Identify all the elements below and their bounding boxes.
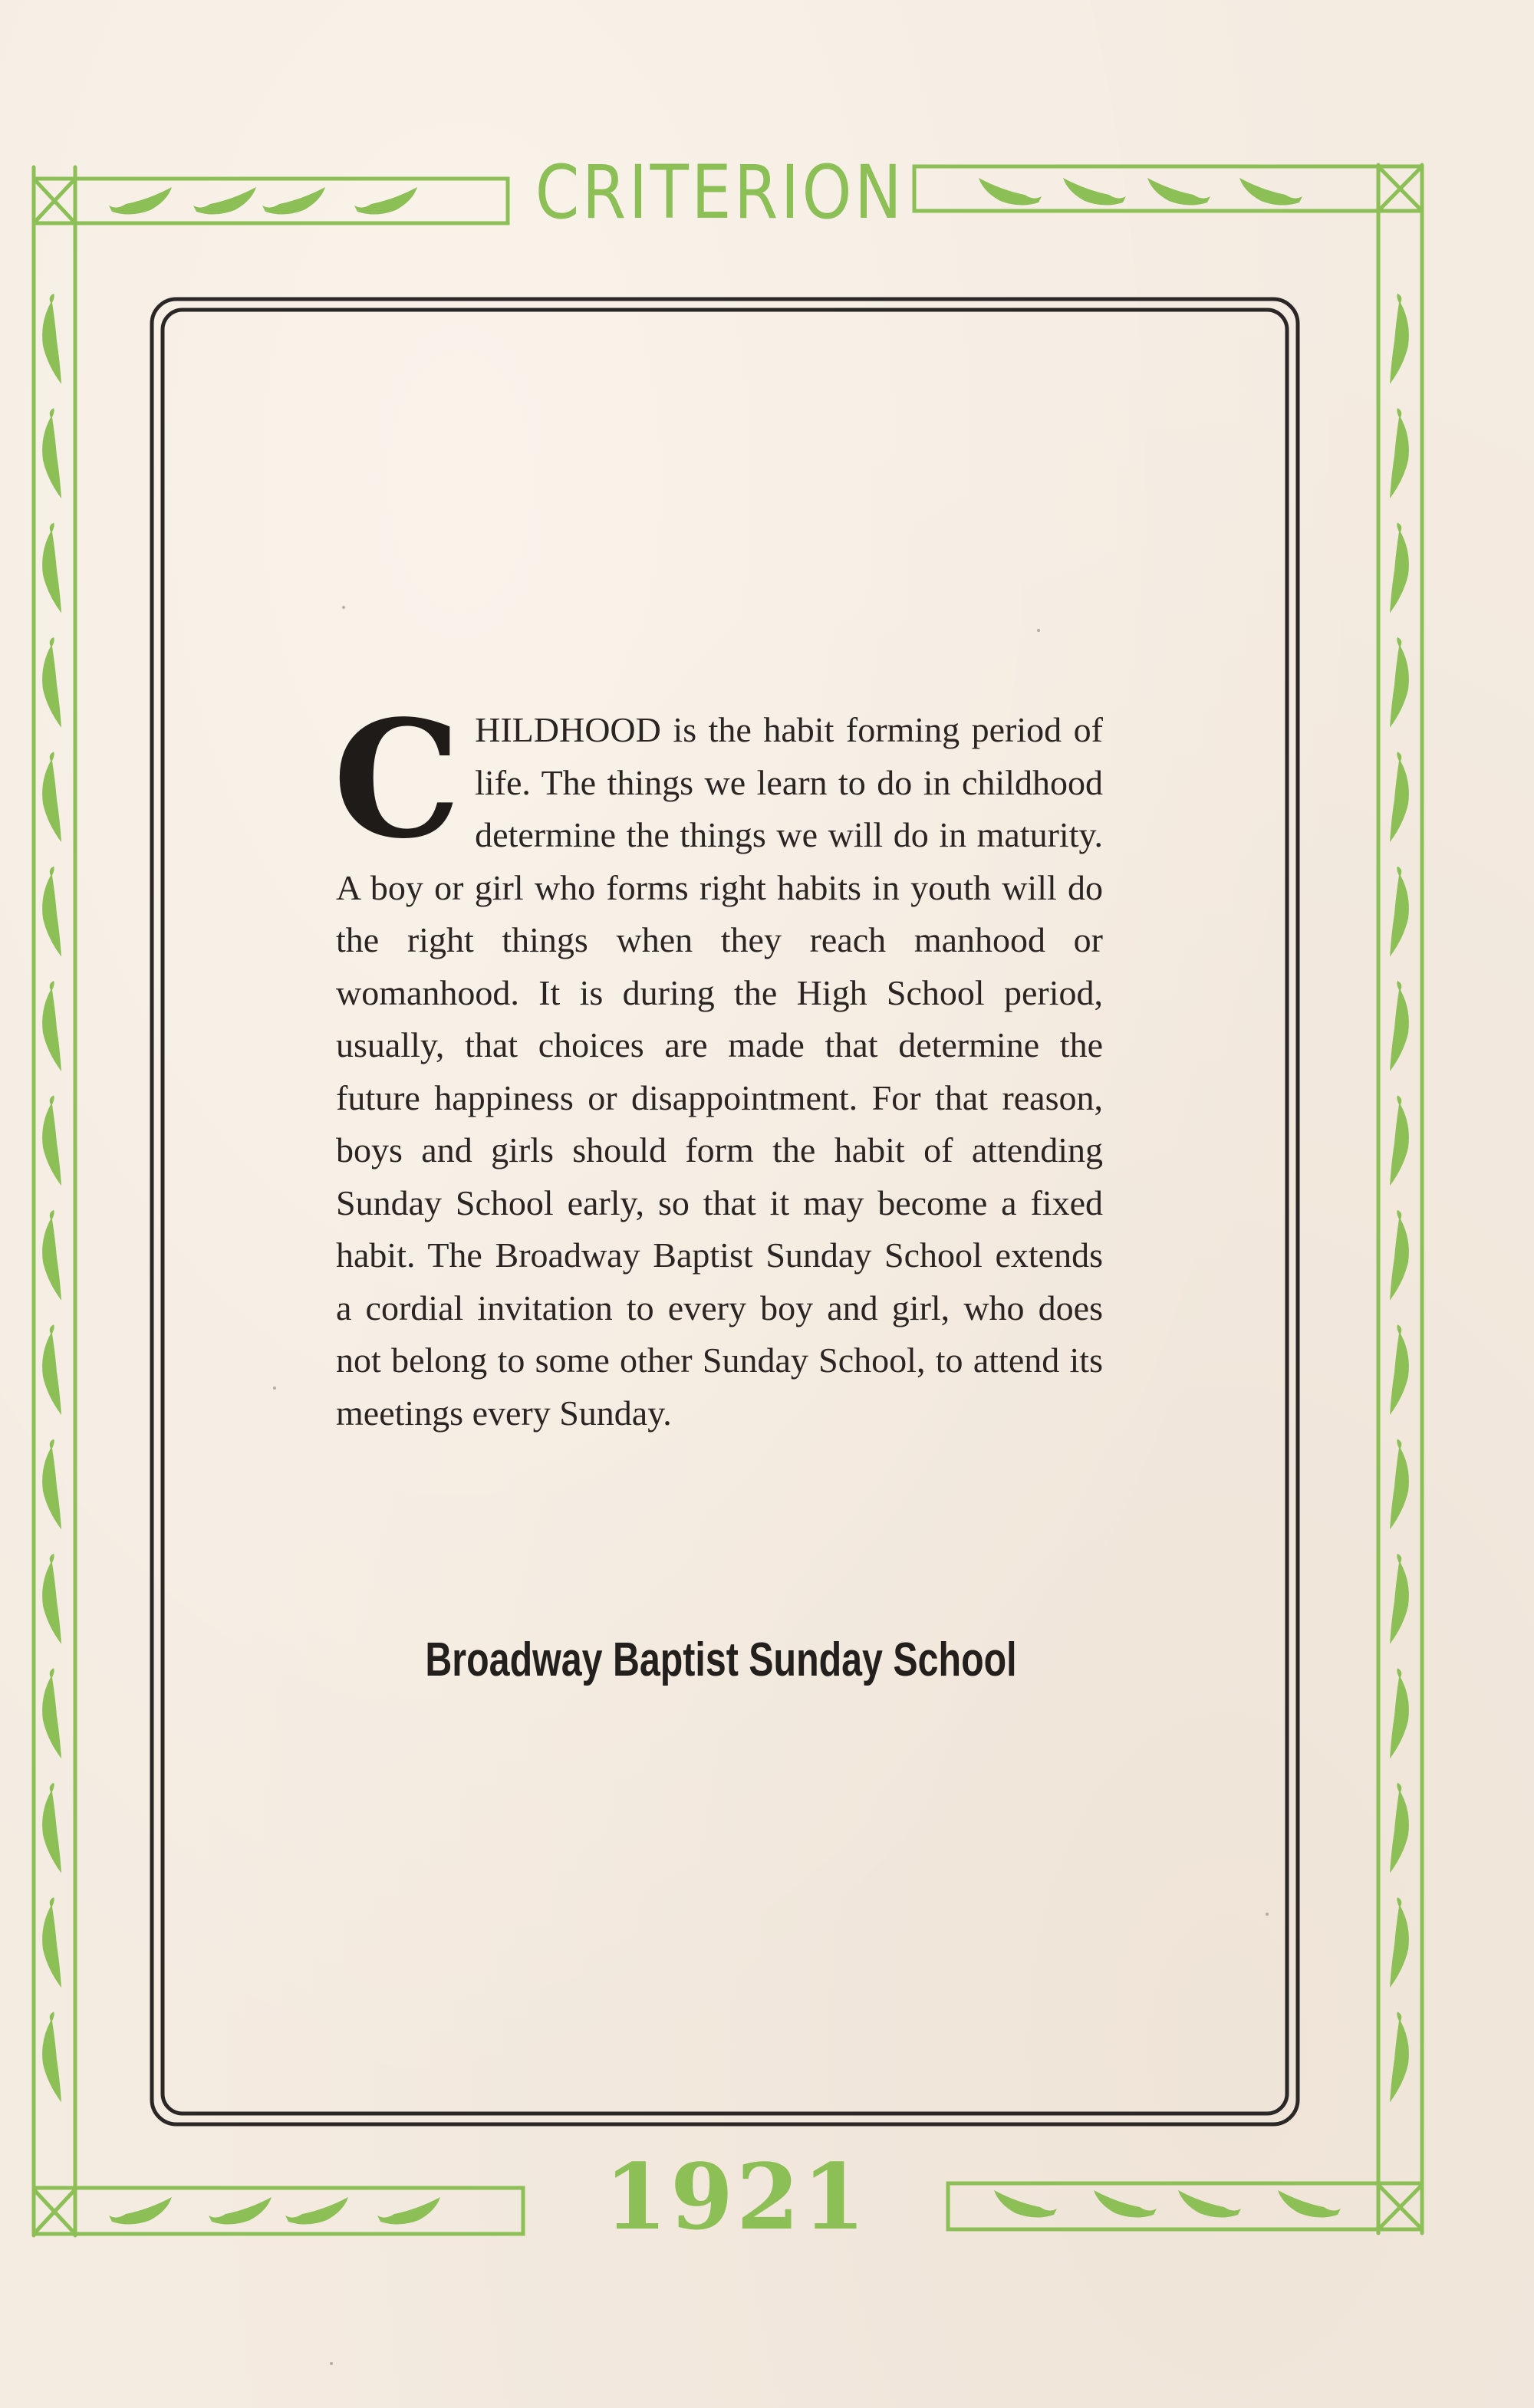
top-left-band (34, 179, 508, 223)
leaf-icon (1390, 637, 1409, 728)
leaf-icon (42, 522, 61, 613)
leaf-icon (1390, 1439, 1409, 1529)
paper-speck (273, 1387, 276, 1390)
leaf-icon (1390, 981, 1409, 1071)
leaf-icon (979, 178, 1042, 206)
leaf-icon (1094, 2190, 1157, 2218)
leaf-icon (1390, 1095, 1409, 1186)
leaf-icon (354, 187, 417, 215)
leaf-icon (42, 2012, 61, 2102)
leaf-icon (262, 187, 325, 215)
leaf-icon (1390, 1324, 1409, 1415)
paper-speck (1266, 1913, 1269, 1916)
leaf-icon (209, 2197, 272, 2225)
article-paragraph (333, 685, 1103, 1439)
leaf-icon (42, 408, 61, 498)
leaf-icon (1390, 867, 1409, 957)
year-label: 1921 (604, 2143, 869, 2250)
leaf-icon (285, 2197, 348, 2225)
corner-box-bottom-right (1378, 2185, 1422, 2229)
paper-speck (330, 2362, 333, 2365)
leaf-icon (1390, 752, 1409, 842)
leaf-icon (42, 752, 61, 842)
leaf-icon (1390, 1783, 1409, 1873)
corner-box-top-right (1378, 166, 1422, 211)
leaf-icon (1390, 1554, 1409, 1644)
paper-speck (342, 606, 345, 609)
leaf-icon (42, 1897, 61, 1988)
leaf-icon (1390, 408, 1409, 498)
masthead-title: CRITERION (535, 150, 905, 235)
leaf-icon (109, 2197, 172, 2225)
signature-line: Broadway Baptist Sunday School (425, 1633, 1017, 1686)
bottom-left-band (34, 2188, 523, 2234)
leaf-icon (1390, 2012, 1409, 2102)
leaf-icon (1147, 178, 1210, 206)
leaf-icon (42, 1324, 61, 1415)
article-text: is the habit forming period of life. The things we learn to do in childhood determine the things we will do in maturity. A boy or girl who forms right habits in youth will do the right things when they reach manhood or womanhood. It is during the High School period, usually, that choices are made that determine the future happiness or disappointment. For that reason, boys and girls should form the habit of attending Sunday School early, so that it may become a fixed habit. The Broadway Baptist Sunday School extends a cordial invitation to every boy and girl, who does not belong to some other Sunday School, to attend its meetings every Sunday. (336, 710, 1103, 1433)
leaf-icon (42, 1554, 61, 1644)
leaf-icon (1390, 1668, 1409, 1758)
leaf-icon (42, 1668, 61, 1758)
drop-cap: C (333, 685, 462, 874)
corner-box-top-left (34, 179, 75, 223)
leaf-icon (1239, 178, 1302, 206)
lead-word: HILDHOOD (475, 710, 661, 749)
leaf-icon (42, 1783, 61, 1873)
leaf-icon (42, 981, 61, 1071)
leaf-icon (42, 1095, 61, 1186)
leaf-icon (42, 637, 61, 728)
leaf-icon (109, 187, 172, 215)
corner-box-bottom-left (34, 2189, 75, 2234)
leaf-icon (1063, 178, 1126, 206)
leaf-icon (1390, 522, 1409, 613)
leaf-icon (1278, 2190, 1341, 2218)
leaf-icon (42, 1439, 61, 1529)
leaf-icon (193, 187, 256, 215)
paper-speck (1037, 629, 1040, 632)
leaf-icon (1390, 1210, 1409, 1301)
leaf-icon (42, 867, 61, 957)
leaf-icon (42, 294, 61, 384)
leaf-icon (42, 1210, 61, 1301)
leaf-icon (377, 2197, 440, 2225)
leaf-icon (994, 2190, 1057, 2218)
leaf-icon (1390, 294, 1409, 384)
article-body (333, 685, 1103, 1439)
leaf-icon (1390, 1897, 1409, 1988)
leaf-icon (1178, 2190, 1241, 2218)
